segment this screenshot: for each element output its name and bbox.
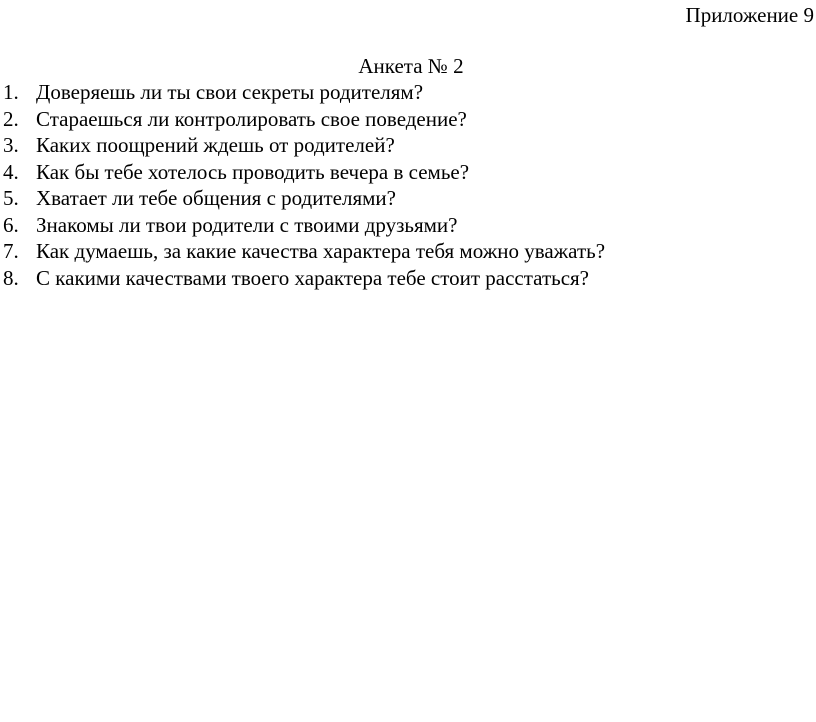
- appendix-label: Приложение 9: [685, 3, 814, 27]
- question-number: 6.: [3, 212, 19, 237]
- question-item: [0, 159, 605, 186]
- question-item: [0, 265, 605, 292]
- question-number: 3.: [3, 133, 19, 157]
- question-number: 2.: [3, 106, 19, 131]
- question-text: Знакомы ли твои родители с твоими друзьями?: [36, 212, 458, 237]
- question-number: 8.: [3, 265, 19, 290]
- question-text: Стараешься ли контролировать свое поведение?: [36, 106, 467, 131]
- question-number: 5.: [3, 186, 19, 210]
- question-text: Каких поощрений ждешь от родителей?: [36, 133, 395, 157]
- survey-title-text: Анкета № 2: [358, 54, 464, 78]
- question-number: 4.: [3, 159, 19, 184]
- question-text: Как бы тебе хотелось проводить вечера в семье?: [36, 159, 470, 184]
- question-text: Хватает ли тебе общения с родителями?: [36, 186, 396, 210]
- question-list: [0, 79, 605, 291]
- question-number: 7.: [3, 239, 19, 263]
- question-item: [0, 132, 605, 159]
- question-item: [0, 212, 605, 239]
- question-item: [0, 79, 605, 106]
- question-number: 1.: [3, 80, 19, 104]
- question-item: [0, 238, 605, 265]
- question-text: С какими качествами твоего характера тебе стоит расстаться?: [36, 265, 590, 290]
- survey-title: [0, 53, 816, 79]
- question-item: [0, 185, 605, 212]
- question-item: [0, 106, 605, 133]
- question-text: Доверяешь ли ты свои секреты родителям?: [36, 80, 424, 104]
- question-text: Как думаешь, за какие качества характера тебя можно уважать?: [36, 239, 606, 263]
